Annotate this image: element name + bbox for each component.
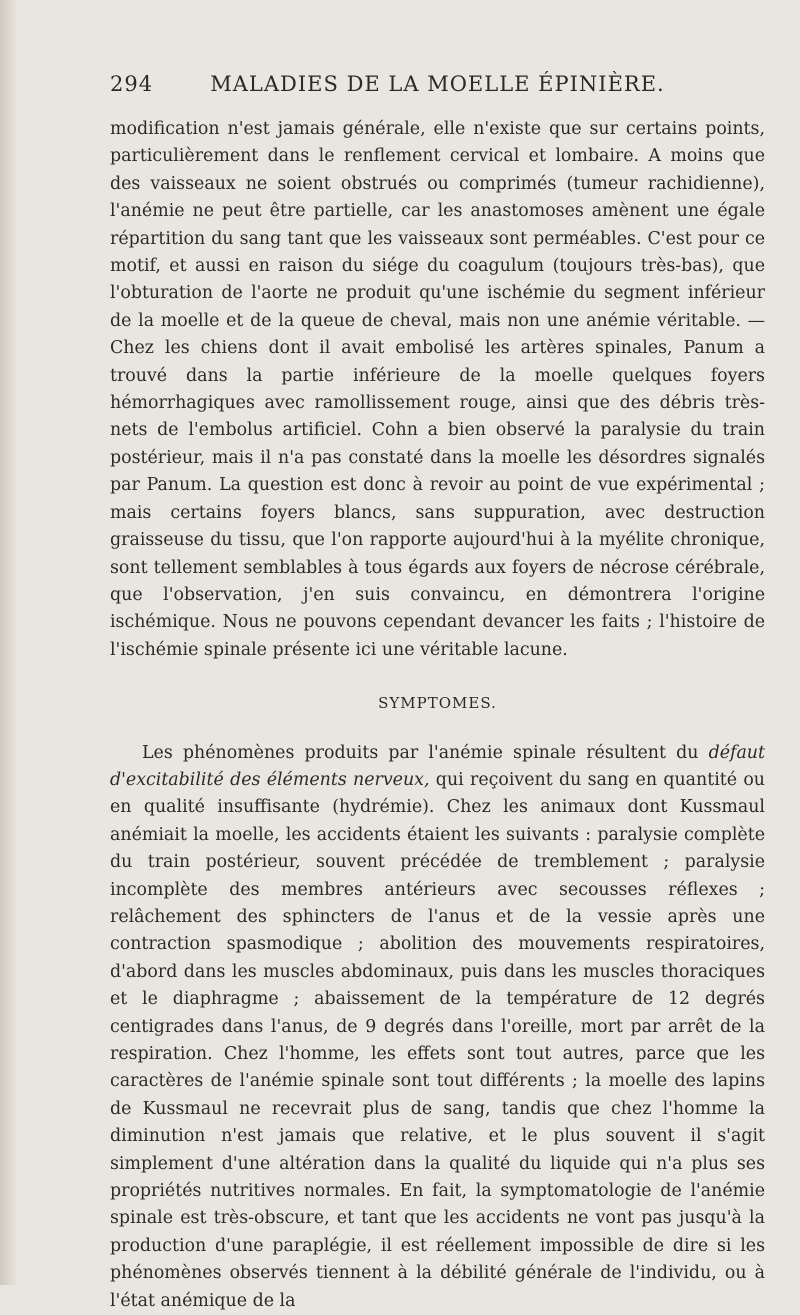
body-text bbox=[110, 116, 765, 1315]
book-page bbox=[110, 72, 765, 1315]
page-number: 294 bbox=[110, 72, 154, 96]
page-header bbox=[110, 72, 765, 116]
paragraph-2 bbox=[110, 740, 765, 1315]
running-head: MALADIES DE LA MOELLE ÉPINIÈRE. bbox=[210, 72, 665, 96]
paragraph-2-rest: qui reçoivent du sang en quantité ou en qualité insuffisante (hydrémie). Chez les animaux dont Kussmaul anémiait la moelle, les accidents étaient les suivants : paralysie complète du train postérieur, souvent précédée de tremblement ; paralysie incomplète des membres antérieurs avec secousses réflexes ; relâchement des sphincters de l'anus et de la vessie après une contraction spasmodique ; abolition des mouvements respiratoires, d'abord dans les muscles abdominaux, puis dans les muscles thoraciques et le diaphragme ; abaissement de la température de 12 degrés centigrades dans l'anus, de 9 degrés dans l'oreille, mort par arrêt de la respiration. Chez l'homme, les effets sont tout autres, parce que les caractères de l'anémie spinale sont tout différents ; la moelle des lapins de Kussmaul ne recevrait plus de sang, tandis que chez l'homme la diminution n'est jamais que relative, et le plus souvent il s'agit simplement d'une altération dans la qualité du liquide qui n'a plus ses propriétés nutritives normales. En fait, la symptomatologie de l'anémie spinale est très-obscure, et tant que les accidents ne vont pas jusqu'à la production d'une paraplégie, il est réellement impossible de dire si les phénomènes observés tiennent à la débilité générale de l'individu, ou à l'état anémique de la bbox=[110, 769, 766, 1311]
paragraph-1: modification n'est jamais générale, elle n'existe que sur certains points, particulièrement dans le renflement cervical et lombaire. A moins que des vaisseaux ne soient obstrués ou comprimés (tumeur rachidienne), l'anémie ne peut être partielle, car les anastomoses amènent une égale répartition du sang tant que les vaisseaux sont perméables. C'est pour ce motif, et aussi en raison du siége du coagulum (toujours très-bas), que l'obturation de l'aorte ne produit qu'une ischémie du segment inférieur de la moelle et de la queue de cheval, mais non une anémie véritable. — Chez les chiens dont il avait embolisé les artères spinales, Panum a trouvé dans la partie inférieure de la moelle quelques foyers hémorrhagiques avec ramollissement rouge, ainsi que des débris très-nets de l'embolus artificiel. Cohn a bien observé la paralysie du train postérieur, mais il n'a pas constaté dans la moelle les désordres signalés par Panum. La question est donc à revoir au point de vue expérimental ; mais certains foyers blancs, sans suppuration, avec destruction graisseuse du tissu, que l'on rapporte aujourd'hui à la myélite chronique, sont tellement semblables à tous égards aux foyers de nécrose cérébrale, que l'observation, j'en suis convaincu, en démontrera l'origine ischémique. Nous ne pouvons cependant devancer les faits ; l'histoire de l'ischémie spinale présente ici une véritable lacune. bbox=[110, 119, 765, 660]
paragraph-2-italic-phrase: défaut d'excitabilité des éléments nerveux, bbox=[110, 742, 765, 790]
section-title: SYMPTOMES. bbox=[378, 694, 497, 713]
page-edge-shadow bbox=[0, 0, 18, 1285]
paragraph-2-start: Les phénomènes produits par l'anémie spinale résultent du bbox=[142, 742, 709, 763]
